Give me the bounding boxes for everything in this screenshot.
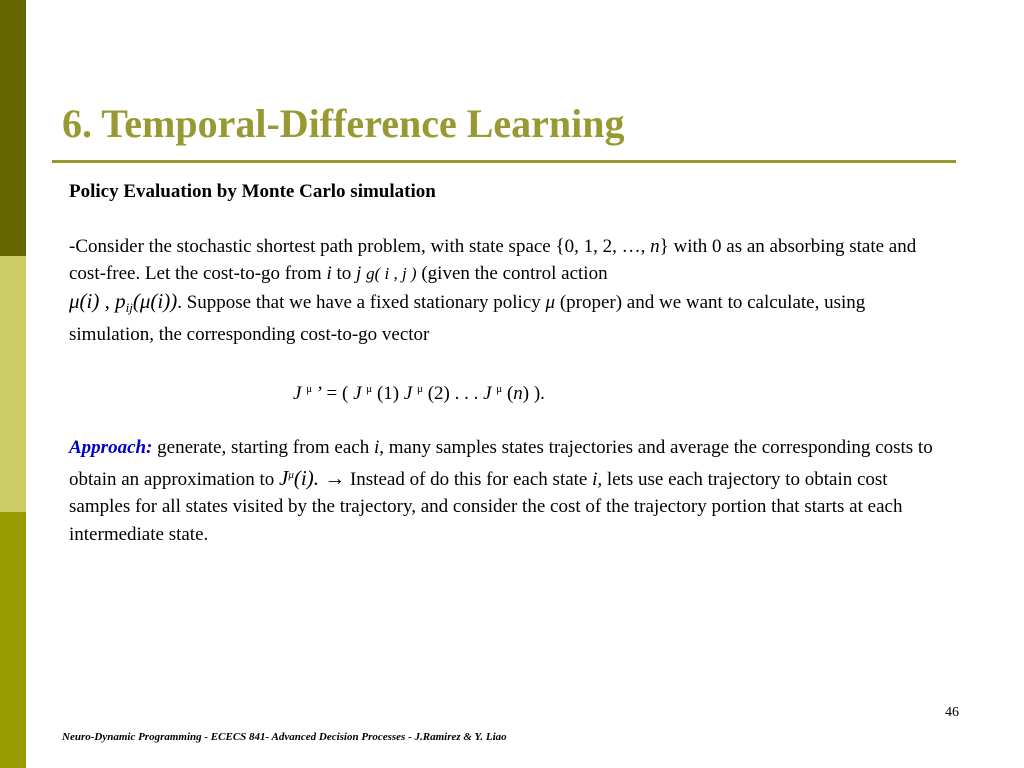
var-j: j <box>356 263 362 284</box>
text: Instead of do this for each state <box>345 468 593 490</box>
text: to <box>331 263 357 284</box>
J: J <box>279 465 289 490</box>
paragraph-problem <box>69 233 949 349</box>
text: -Consider the stochastic shortest path problem, with state space {0, 1, 2, …, <box>69 235 651 257</box>
J: J <box>483 382 492 404</box>
page-number: 46 <box>945 705 959 720</box>
approach-label: Approach: <box>69 437 153 458</box>
mu-superscript: μ <box>496 382 503 395</box>
subheading: Policy Evaluation by Monte Carlo simulation <box>69 181 436 202</box>
text: , many samples states trajectories and average the corresponding costs to obtain an approximation to <box>69 437 933 490</box>
var-n: n <box>513 382 523 404</box>
mu-superscript: μ <box>417 382 423 395</box>
J: J <box>403 382 413 404</box>
approximation-target: (i). <box>293 465 325 490</box>
text: generate, starting from each <box>152 437 374 458</box>
text: ) ). <box>522 382 545 404</box>
var-i: i <box>373 437 380 458</box>
var-n: n <box>650 235 660 257</box>
slide-title: 6. Temporal-Difference Learning <box>62 101 625 146</box>
mu-superscript: μ <box>288 468 294 481</box>
var-i: i <box>326 263 332 284</box>
text: (proper) and we want to calculate, using simulation, the corresponding cost-to-go vector <box>69 291 866 345</box>
text: lets use each trajectory to obtain cost samples for all states visited by the trajectory, and consider the cost of the trajectory portion that starts at each intermediate state. <box>69 468 903 545</box>
paragraph-approach <box>69 434 949 548</box>
text: (2) . . . <box>422 382 484 404</box>
text: ’ = ( <box>312 382 354 404</box>
subscript-ij: ij <box>125 299 133 315</box>
text: (1) <box>372 382 404 404</box>
text: } with 0 as an absorbing state and cost-free. Let the cost-to-go from <box>69 235 917 284</box>
text: . Suppose that we have a fixed stationary policy <box>177 291 546 313</box>
mu-superscript: μ <box>306 382 313 395</box>
J: J <box>293 382 302 404</box>
title-underline <box>52 160 956 163</box>
text: (given the control action <box>416 263 608 284</box>
cost-vector-formula <box>69 376 949 408</box>
var-i: i, <box>592 468 603 490</box>
sidebar-stripe-bottom <box>0 512 26 768</box>
policy-mu: μ <box>545 291 556 313</box>
cost-expression: g( i , j ) <box>366 264 417 283</box>
sidebar-stripe-middle <box>0 256 26 512</box>
spacer <box>69 349 949 376</box>
spacer <box>69 206 949 233</box>
sidebar-stripe-top <box>0 0 26 256</box>
arrow-right-icon: → <box>324 465 346 490</box>
footer-text: Neuro-Dynamic Programming - ECECS 841- Advanced Decision Processes - J.Ramirez & Y. Liao <box>62 731 507 743</box>
transition-prob-arg: (μ(i)) <box>132 288 178 313</box>
slide-body <box>69 178 949 548</box>
text: ( <box>502 382 514 404</box>
spacer <box>69 407 949 434</box>
control-action: μ(i) , p <box>69 288 126 313</box>
J: J <box>353 382 362 404</box>
mu-superscript: μ <box>366 382 373 395</box>
